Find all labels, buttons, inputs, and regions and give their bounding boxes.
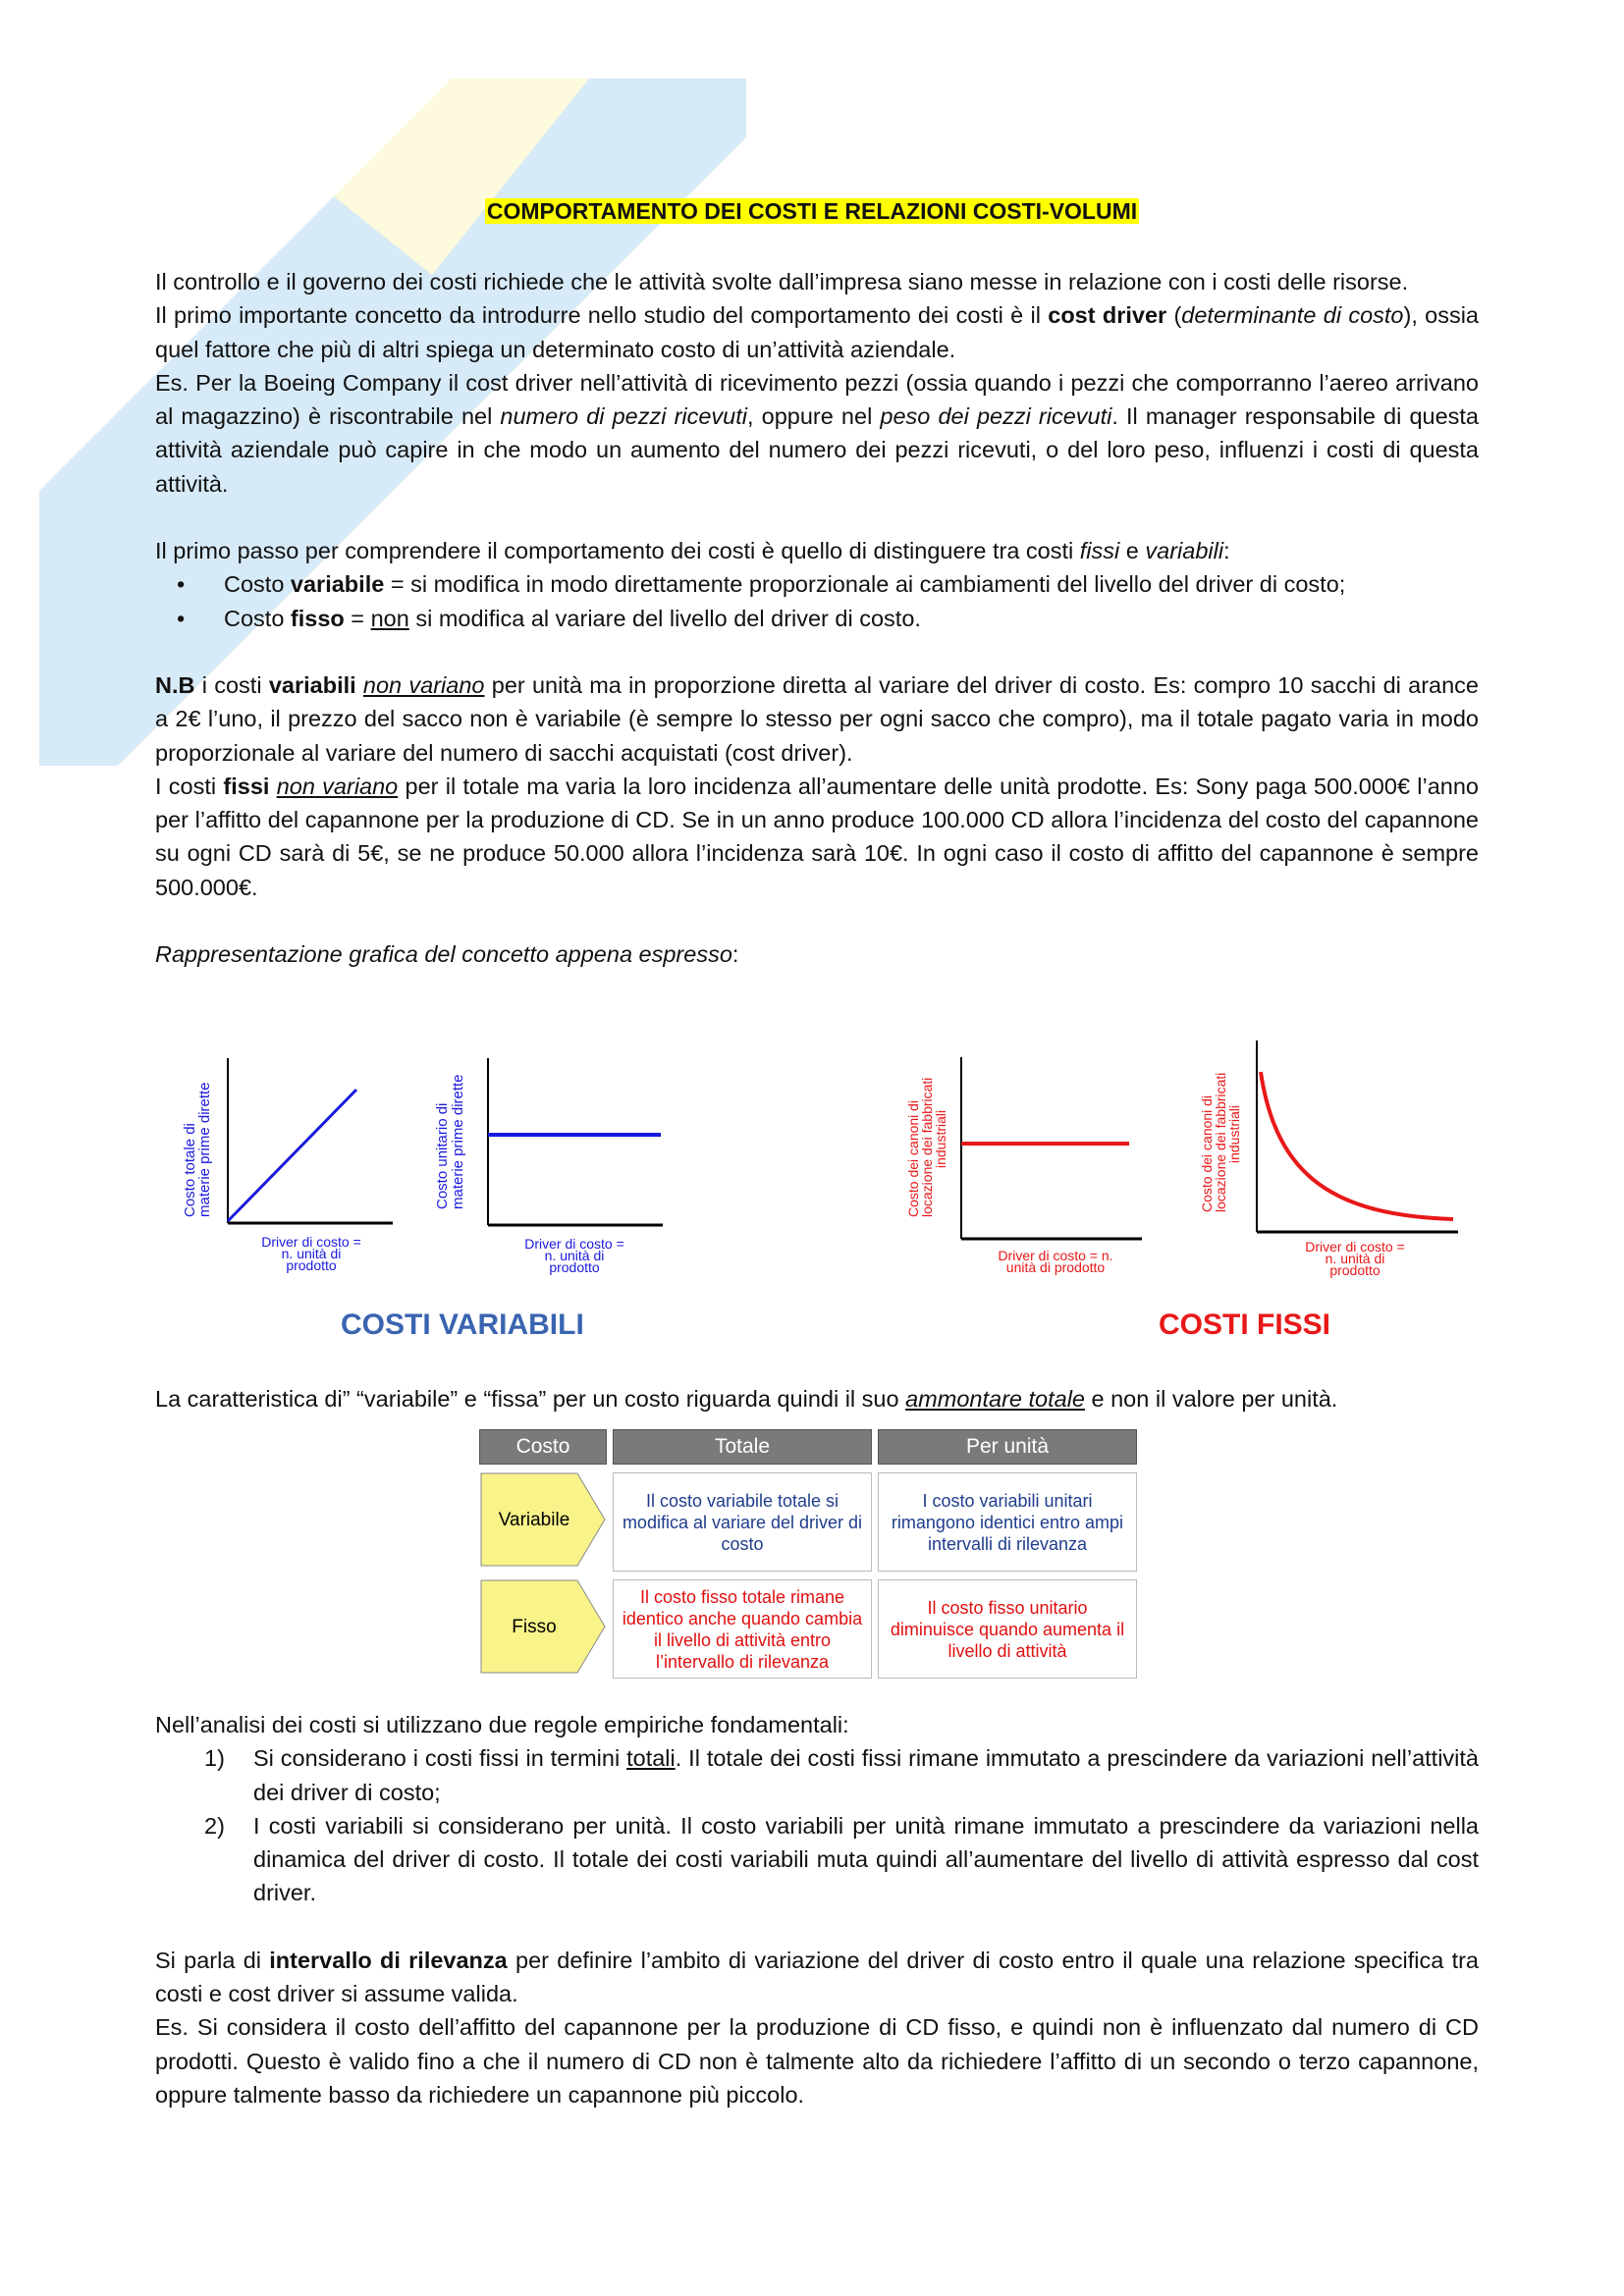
- svg-text:Driver di costo =: Driver di costo =: [524, 1236, 624, 1252]
- svg-text:prodotto: prodotto: [1329, 1262, 1380, 1278]
- list-item: 2) I costi variabili si considerano per unità. Il costo variabili per unità rimane immutato a prescindere da variazioni nella dinamica del driver di costo. Il totale dei costi variabili muta quindi all’aumentare del livello di attività espresso dal cost driver.: [204, 1812, 1479, 1906]
- header-totale: Totale: [613, 1429, 872, 1465]
- list-item: • Costo fisso = non si modifica al variare del livello del driver di costo.: [155, 602, 1479, 635]
- caption: Rappresentazione grafica del concetto appena espresso: [155, 941, 732, 968]
- page-title: COMPORTAMENTO DEI COSTI E RELAZIONI COSTI-VOLUMI: [486, 198, 1138, 224]
- svg-text:Driver di costo =: Driver di costo =: [261, 1234, 361, 1250]
- table-row: Variabile Il costo variabile totale si modifica al variare del driver di costo I costo variabili unitari rimangono identici entro ampi intervalli di rilevanza: [479, 1472, 1137, 1572]
- chart-fixed-unit: [1188, 1031, 1473, 1291]
- svg-text:Driver di costo = n.: Driver di costo = n.: [998, 1248, 1113, 1263]
- chart-variable-total: [167, 1041, 403, 1286]
- svg-text:n. unità di: n. unità di: [544, 1248, 605, 1263]
- svg-text:materie prime dirette: materie prime dirette: [450, 1074, 466, 1209]
- svg-text:Costo dei canoni di: Costo dei canoni di: [1199, 1095, 1215, 1212]
- svg-text:Variabile: Variabile: [498, 1510, 570, 1530]
- svg-text:n. unità di: n. unità di: [1325, 1251, 1385, 1266]
- svg-text:Driver di costo =: Driver di costo =: [1305, 1239, 1405, 1255]
- list-item: • Costo variabile = si modifica in modo direttamente proporzionale ai cambiamenti del livello del driver di costo;: [155, 567, 1479, 601]
- svg-text:Fisso: Fisso: [512, 1617, 557, 1637]
- y-axis-label: Costo totale di: [182, 1123, 198, 1217]
- list-item: 1) Si considerano i costi fissi in termini totali. Il totale dei costi fissi rimane immutato a prescindere da variazioni nell’attività dei driver di costo;: [204, 1745, 1479, 1805]
- cost-comparison-table: [473, 1421, 1143, 1686]
- rules-section: Nell’analisi dei costi si utilizzano due regole empiriche fondamentali: 1) Si considerano i costi fissi in termini totali. Il totale dei costi fissi rimane immutato a prescindere da variazioni nell’attività dei driver di costo; 2) I costi variabili si considerano per unità. Il costo variabili per unità rimane immutato a prescindere da variazioni nella dinamica del driver di costo. Il totale dei costi variabili muta quindi all’aumentare del livello di attività espresso dal cost driver. Si parla di intervallo di rilevanza per definire l’ambito di variazione del driver di costo entro il quale una relazione specifica tra costi e cost driver si assume valida. Es. Si considera il costo dell’affitto del capannone per la produzione di CD fisso, e quindi non è influenzato dal numero di CD prodotti. Questo è valido fino a che il numero di CD non è talmente alto da richiedere l’affitto di un secondo o terzo capannone, oppure talmente basso da richiedere un capannone più piccolo.: [155, 1712, 1479, 2108]
- svg-text:Costo unitario di: Costo unitario di: [434, 1102, 451, 1209]
- costi-variabili-label: COSTI VARIABILI: [341, 1308, 584, 1341]
- cost-curve: [1261, 1072, 1453, 1219]
- cost-types-list: [155, 567, 1479, 635]
- svg-text:unità di prodotto: unità di prodotto: [1005, 1259, 1106, 1275]
- table-row: Fisso Il costo fisso totale rimane identico anche quando cambia il livello di attività entro l’intervallo di rilevanza Il costo fisso unitario diminuisce quando aumenta il livello di attività: [479, 1579, 1137, 1679]
- svg-text:prodotto: prodotto: [549, 1259, 600, 1275]
- costi-fissi-label: COSTI FISSI: [1159, 1308, 1331, 1341]
- chart-fixed-total: [889, 1041, 1164, 1286]
- svg-text:locazione dei fabbricati: locazione dei fabbricati: [919, 1077, 935, 1217]
- header-per-unita: Per unità: [878, 1429, 1137, 1465]
- svg-text:industriali: industriali: [933, 1109, 948, 1168]
- characteristic-sentence: La caratteristica di” “variabile” e “fissa” per un costo riguarda quindi il suo ammontare totale e non il valore per unità.: [155, 1386, 1338, 1412]
- svg-text:prodotto: prodotto: [286, 1257, 337, 1273]
- header-costo: Costo: [479, 1429, 607, 1465]
- cost-line: [228, 1090, 356, 1221]
- chart-variable-unit: [427, 1041, 682, 1286]
- svg-text:Costo dei canoni di: Costo dei canoni di: [905, 1099, 921, 1217]
- svg-text:industriali: industriali: [1226, 1104, 1242, 1163]
- intro-section: Il controllo e il governo dei costi richiede che le attività svolte dall’impresa siano messe in relazione con i costi delle risorse. Il primo importante concetto da introdurre nello studio del comportamento dei costi è il cost driver (determinante di costo), ossia quel fattore che più di altri spiega un determinato costo di un’attività aziendale. Es. Per la Boeing Company il cost driver nell’attività di ricevimento pezzi (ossia quando i pezzi che comporranno l’aereo arrivano al magazzino) è riscontrabile nel numero di pezzi ricevuti, oppure nel peso dei pezzi ricevuti. Il manager responsabile di questa attività aziendale può capire in che modo un aumento del numero dei pezzi ricevuti, o del loro peso, influenzi i costi di questa attività. Il primo passo per comprendere il comportamento dei costi è quello di distinguere tra costi fissi e variabili: • Costo variabile = si modifica in modo direttamente proporzionale ai cambiamenti del livello del driver di costo; • Costo fisso = non si modifica al variare del livello del driver di costo. N.B i costi variabili non variano per unità ma in proporzione diretta al variare del driver di costo. Es: compro 10 sacchi di arance a 2€ l’uno, il prezzo del sacco non è variabile (è sempre lo stesso per ogni sacco che compro), ma il totale pagato varia in modo proporzionale al variare del numero di sacchi acquistati (cost driver). I costi fissi non variano per il totale ma varia la loro incidenza all’aumentare delle unità prodotte. Es: Sony paga 500.000€ l’anno per l’affitto del capannone per la produzione di CD. Se in un anno produce 100.000 CD allora l’incidenza del costo del capannone su ogni CD sarà di 5€, se ne produce 50.000 allora l’incidenza sarà 10€. In ogni caso il costo di affitto del capannone è sempre 500.000€. Rappresentazione grafica del concetto appena espresso:: [155, 265, 1479, 971]
- y-axis-label: materie prime dirette: [196, 1082, 213, 1217]
- svg-text:locazione dei fabbricati: locazione dei fabbricati: [1213, 1072, 1228, 1212]
- row-label-arrow: [479, 1472, 607, 1567]
- svg-text:n. unità di: n. unità di: [281, 1246, 342, 1261]
- row-label-arrow: [479, 1579, 607, 1674]
